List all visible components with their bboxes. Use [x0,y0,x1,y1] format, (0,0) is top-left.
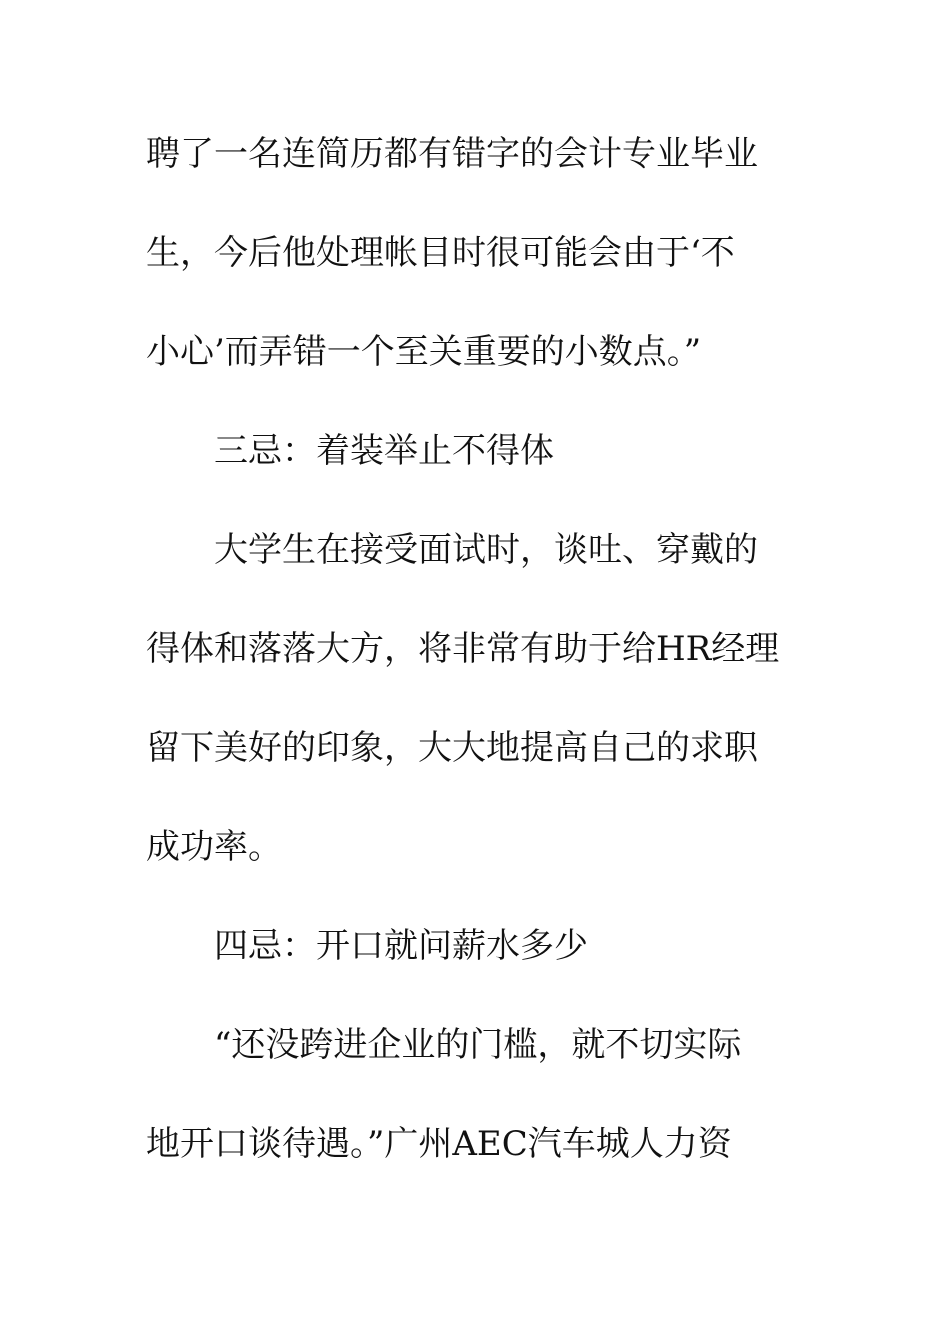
paragraph-line: 聘了一名连简历都有错字的会计专业毕业 [146,134,758,174]
paragraph-line: 大学生在接受面试时，谈吐、穿戴的 [214,530,758,570]
paragraph-line: 生，今后他处理帐目时很可能会由于‘不 [146,233,735,273]
paragraph-line: 成功率。 [146,827,282,867]
section-heading-three: 三忌：着装举止不得体 [214,431,554,471]
paragraph-line: 留下美好的印象，大大地提高自己的求职 [146,728,758,768]
paragraph-line: “还没跨进企业的门槛，就不切实际 [214,1025,742,1065]
paragraph-line: 得体和落落大方，将非常有助于给HR经理 [146,629,780,669]
document-body [146,124,806,1213]
paragraph-line: 小心’而弄错一个至关重要的小数点。” [146,332,702,372]
paragraph-line: 地开口谈待遇。”广州AEC汽车城人力资 [146,1124,732,1164]
section-heading-four: 四忌：开口就问薪水多少 [214,926,588,966]
